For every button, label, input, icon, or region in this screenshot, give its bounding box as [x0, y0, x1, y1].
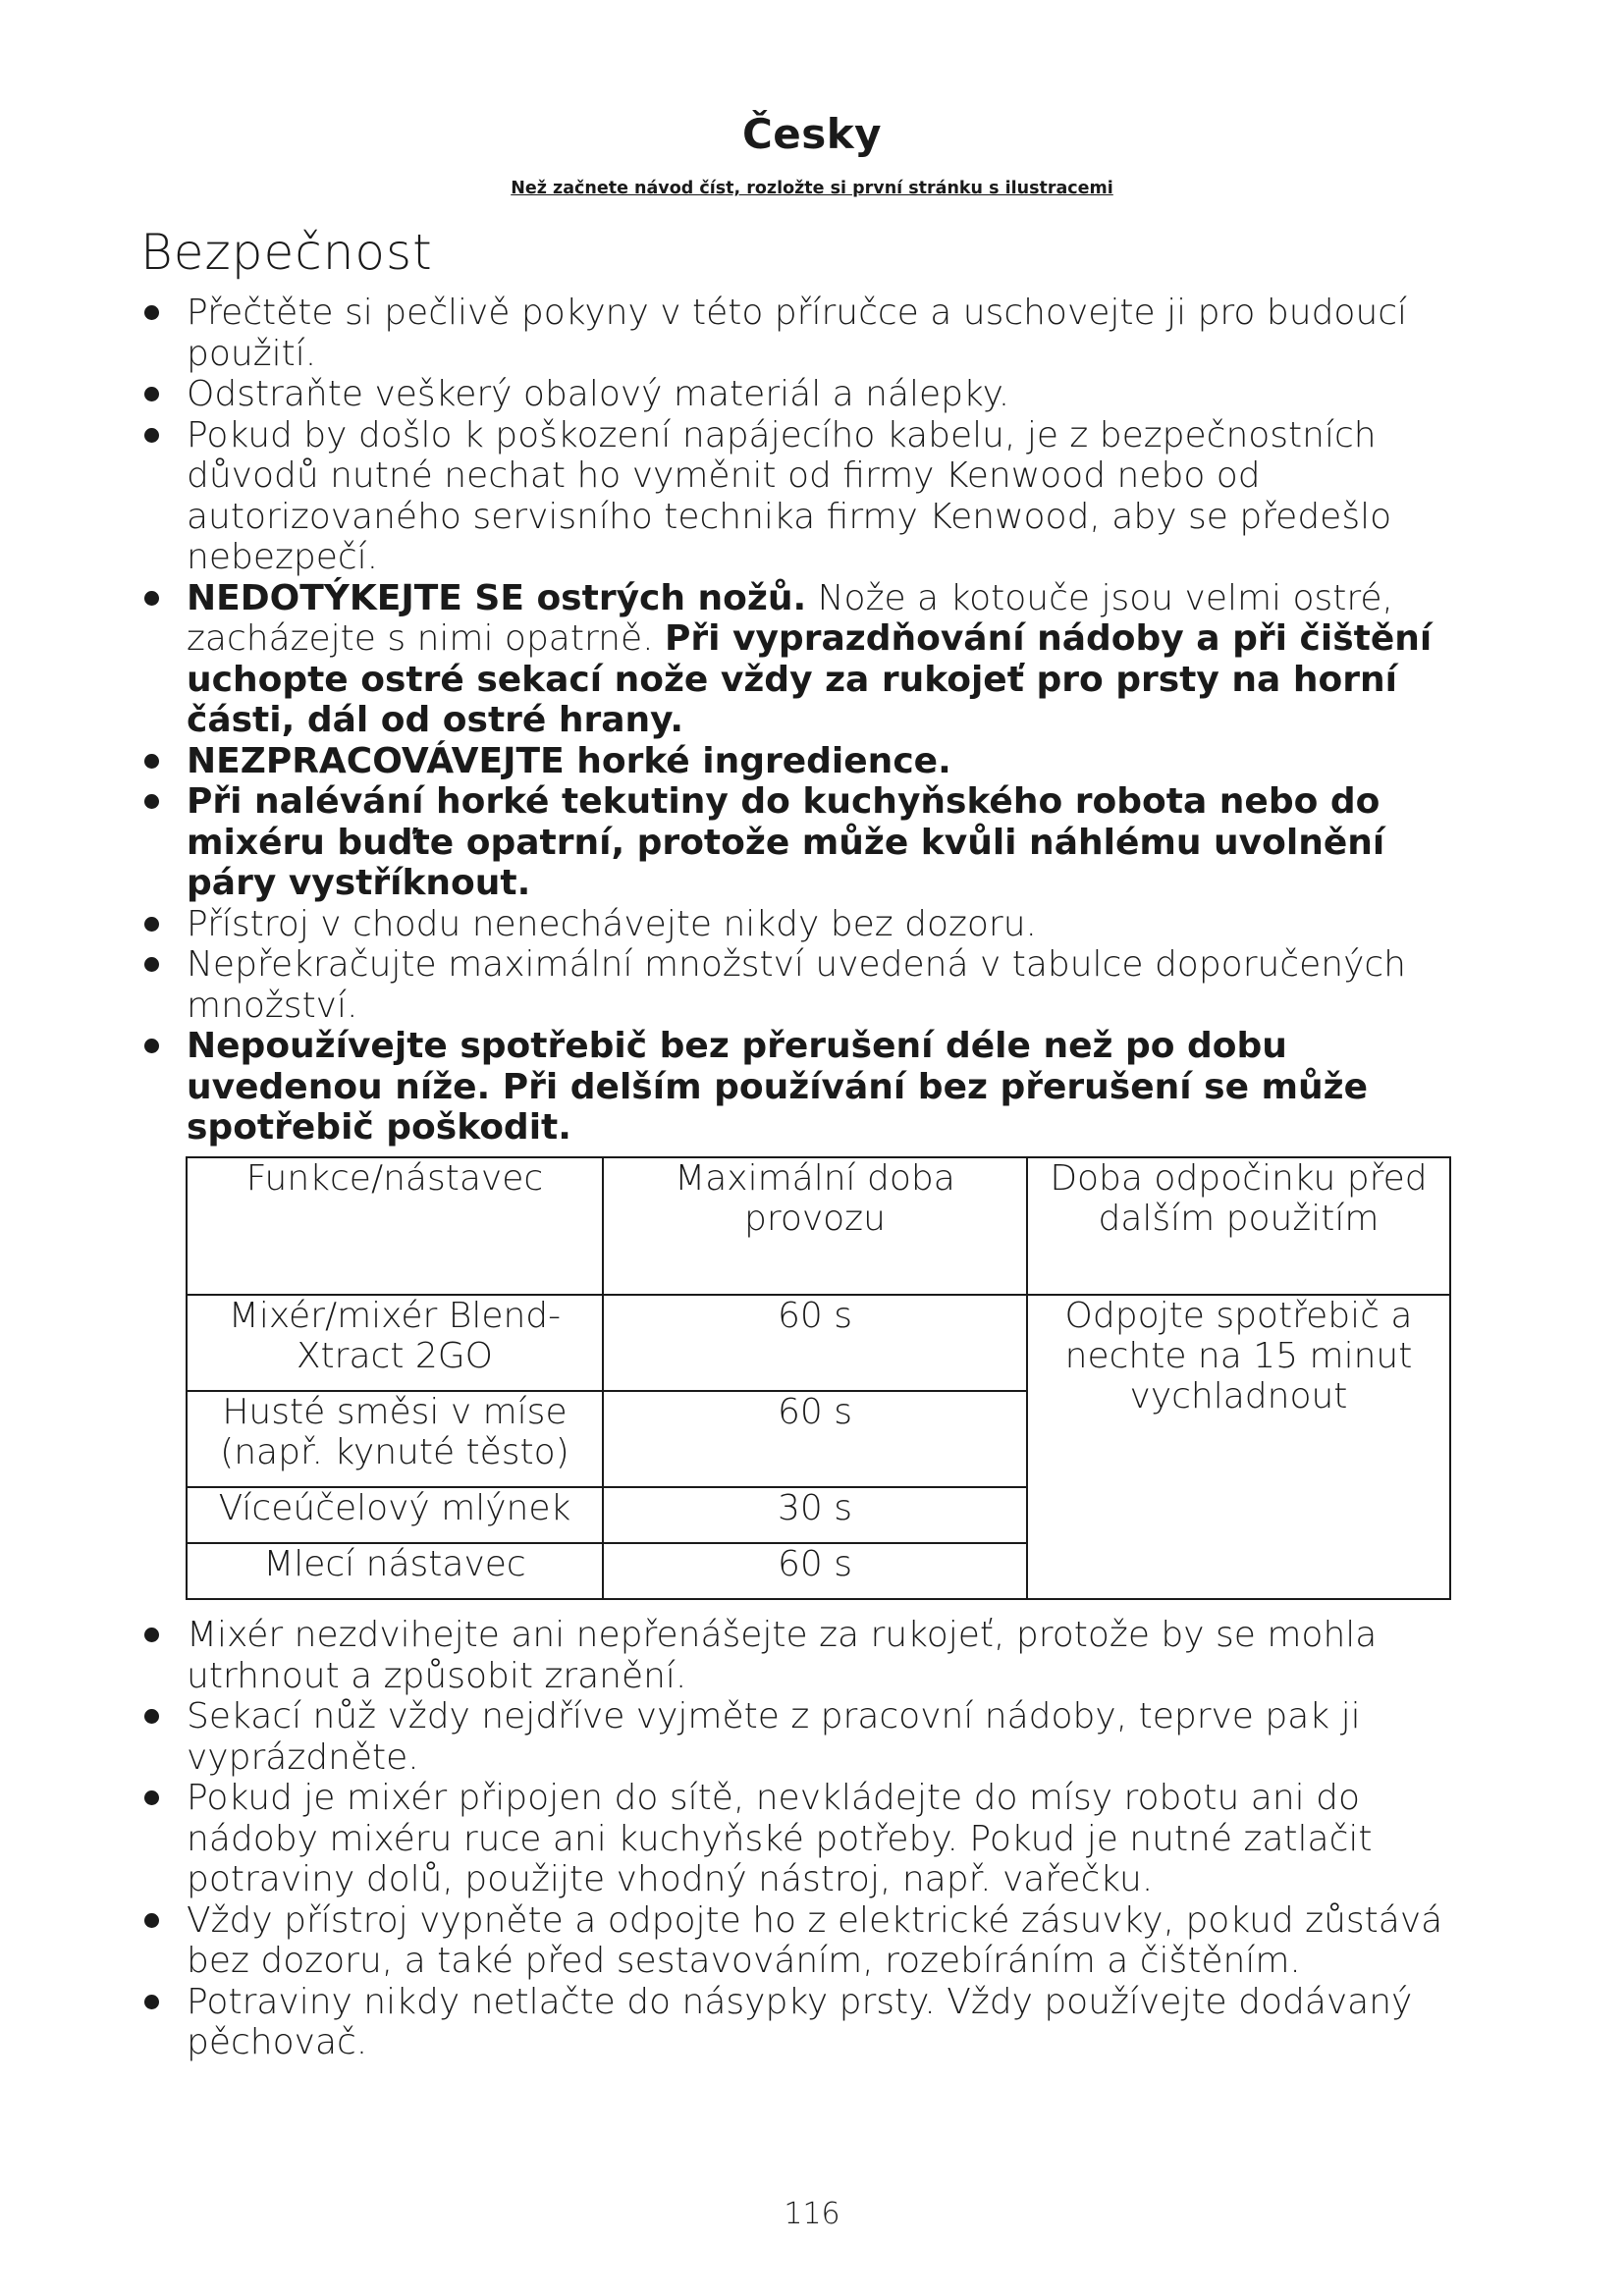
- table-cell: 30 s: [603, 1487, 1027, 1543]
- warning-text: NEDOTÝKEJTE SE ostrých nožů.: [187, 577, 807, 618]
- warning-text: Nepoužívejte spotřebič bez přerušení déle než po dobu uvedenou níže. Při delším používání bez přerušení se může spotřebič poškodit.: [187, 1026, 1369, 1148]
- list-item: [187, 578, 1483, 741]
- safety-list-bottom: [187, 1615, 1483, 2063]
- table-cell: Husté směsi v míse (např. kynuté těsto): [187, 1391, 603, 1487]
- list-item: Pokud by došlo k poškození napájecího kabelu, je z bezpečnostních důvodů nutné nechat ho vyměnit od firmy Kenwood nebo od autorizovaného servisního technika firmy Kenwood, aby se předešlo nebezpečí.: [187, 415, 1483, 578]
- list-item: Odstraňte veškerý obalový materiál a nálepky.: [187, 374, 1483, 415]
- list-item: Přečtěte si pečlivě pokyny v této příručce a uschovejte ji pro budoucí použití.: [187, 293, 1483, 374]
- table-cell: Mixér/mixér Blend-Xtract 2GO: [187, 1295, 603, 1391]
- page-title: Česky: [741, 110, 883, 158]
- page-subtitle: Než začnete návod číst, rozložte si první stránku s ilustracemi: [511, 179, 1113, 198]
- table-header-row: [187, 1157, 1450, 1295]
- section-title: Bezpečnost: [140, 224, 433, 281]
- list-item-text: Nože a kotouče jsou velmi ostré, zacházejte s nimi opatrně.: [187, 577, 1394, 659]
- table-header-cell: Funkce/nástavec: [187, 1157, 603, 1295]
- warning-text: Při nalévání horké tekutiny do kuchyňského robota nebo do mixéru buďte opatrní, protože může kvůli náhlému uvolnění páry vystříknout.: [187, 781, 1385, 903]
- list-item: Vždy přístroj vypněte a odpojte ho z elektrické zásuvky, pokud zůstává bez dozoru, a také před sestavováním, rozebíráním a čištěním.: [187, 1900, 1483, 1982]
- list-item: Nepřekračujte maximální množství uvedená v tabulce doporučených množství.: [187, 944, 1483, 1026]
- list-item: Přístroj v chodu nenechávejte nikdy bez dozoru.: [187, 904, 1483, 945]
- table-cell: 60 s: [603, 1543, 1027, 1599]
- warning-text: NEZPRACOVÁVEJTE horké ingredience.: [187, 740, 951, 781]
- table-cell: Mlecí nástavec: [187, 1543, 603, 1599]
- table-row: [187, 1295, 1450, 1391]
- warning-text: Při vyprazdňování nádoby a při čištění uchopte ostré sekací nože vždy za rukojeť pro prsty na horní části, dál od ostré hrany.: [187, 618, 1433, 740]
- table-cell: 60 s: [603, 1295, 1027, 1391]
- operating-time-table: [186, 1156, 1451, 1600]
- list-item: Sekací nůž vždy nejdříve vyjměte z pracovní nádoby, teprve pak ji vyprázdněte.: [187, 1696, 1483, 1778]
- list-item: Mixér nezdvihejte ani nepřenášejte za rukojeť, protože by se mohla utrhnout a způsobit zranění.: [187, 1615, 1483, 1696]
- list-item: Pokud je mixér připojen do sítě, nevkládejte do mísy robotu ani do nádoby mixéru ruce ani kuchyňské potřeby. Pokud je nutné zatlačit potraviny dolů, použijte vhodný nástroj, např. vařečku.: [187, 1778, 1483, 1900]
- list-item: [187, 781, 1483, 904]
- list-item: [187, 1026, 1483, 1148]
- list-item: [187, 741, 1483, 782]
- table-cell: Víceúčelový mlýnek: [187, 1487, 603, 1543]
- page-number: 116: [784, 2197, 840, 2231]
- table-header-cell: Maximální doba provozu: [603, 1157, 1027, 1295]
- table-cell: 60 s: [603, 1391, 1027, 1487]
- safety-list-top: [187, 293, 1483, 1148]
- rest-note-cell: Odpojte spotřebič a nechte na 15 minut vychladnout: [1027, 1295, 1450, 1599]
- list-item: Potraviny nikdy netlačte do násypky prsty. Vždy používejte dodávaný pěchovač.: [187, 1982, 1483, 2063]
- table-header-cell: Doba odpočinku před dalším použitím: [1027, 1157, 1450, 1295]
